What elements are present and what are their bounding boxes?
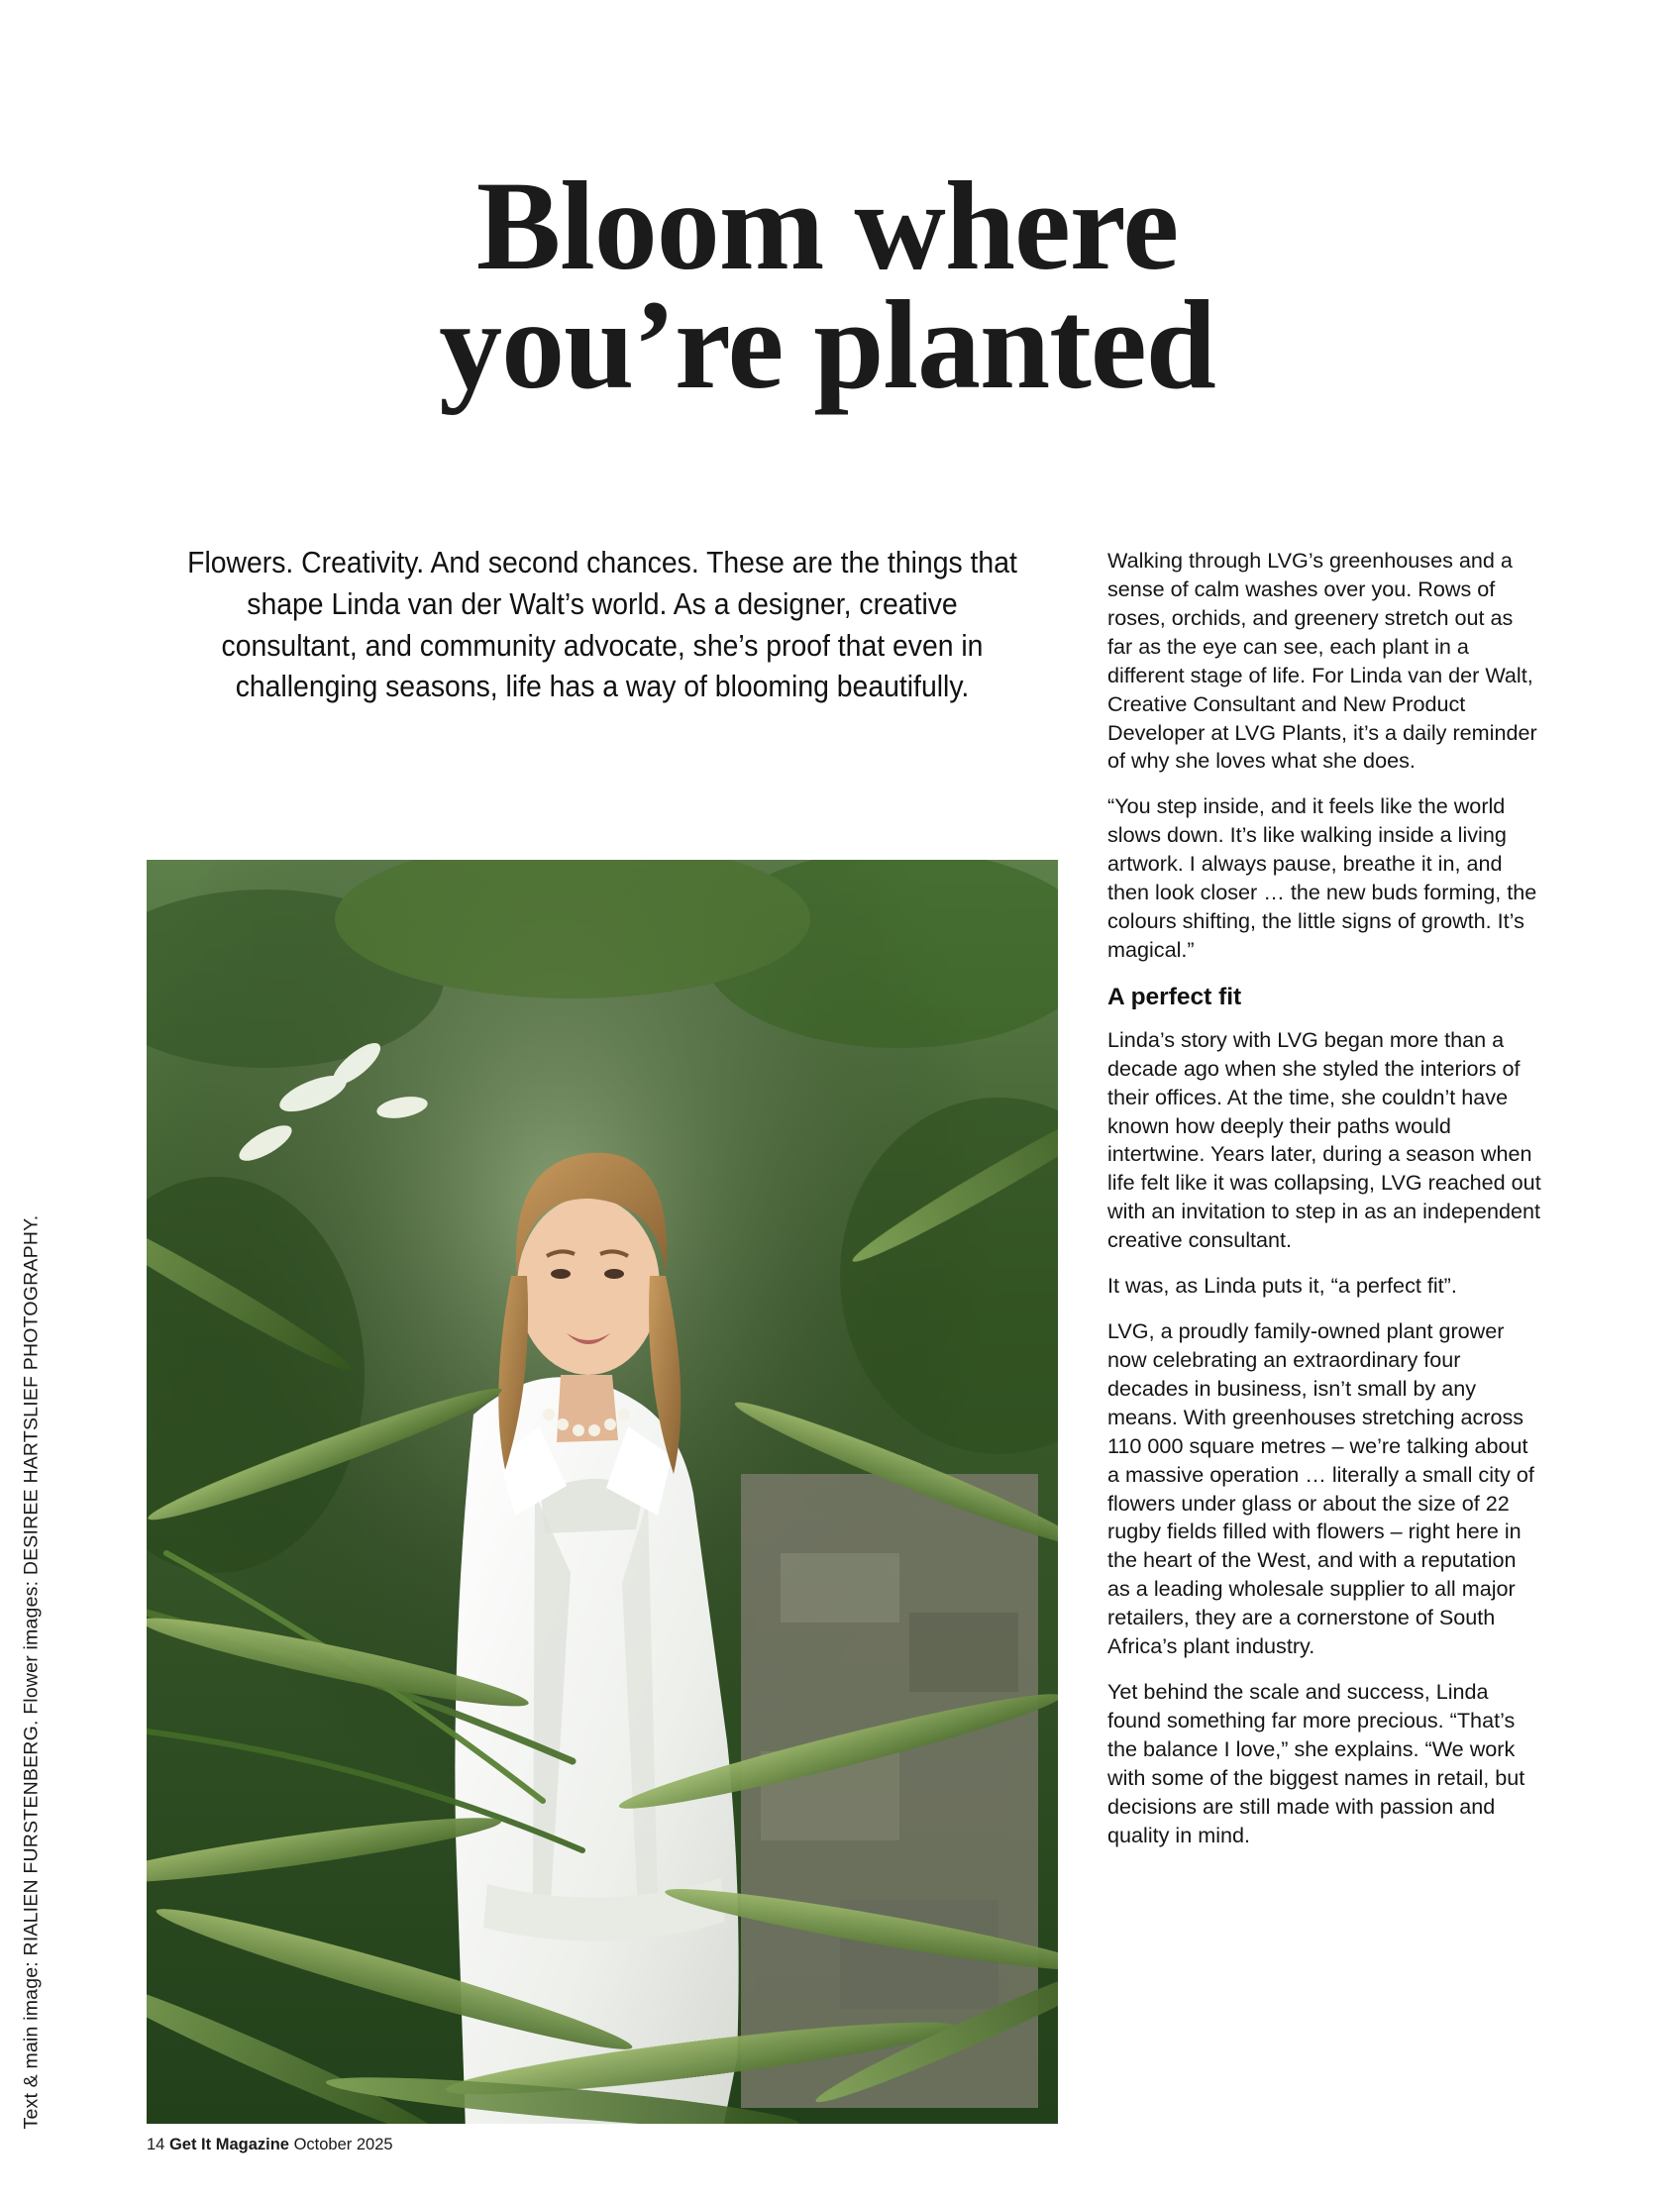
footer-page-number: 14 xyxy=(147,2136,165,2153)
body-paragraph: LVG, a proudly family-owned plant grower now celebrating an extraordinary four decades in business, isn’t small by any means. With greenhouses stretching across 110 000 square metres – we’re talking about a massive operation … literally a small city of flowers under glass or about the size of 22 rugby fields filled with flowers – right here in the heart of the West, and with a reputation as a leading wholesale supplier to all major retailers, they are a cornerstone of South Africa’s plant industry. xyxy=(1107,1318,1534,1659)
body-paragraph: It was, as Linda puts it, “a perfect fit”. xyxy=(1107,1273,1457,1299)
headline-line-2: you’re planted xyxy=(439,274,1215,416)
body-paragraph: Linda’s story with LVG began more than a decade ago when she styled the interiors of their offices. At the time, she couldn’t have known how deeply their paths would intertwine. Years later, during a season when life felt like it was collapsing, LVG reached out with an invitation to step in as an independent creative consultant. xyxy=(1107,1026,1541,1253)
footer-issue: October 2025 xyxy=(293,2136,393,2153)
page-title xyxy=(297,156,1357,416)
headline-line-1: Bloom where xyxy=(475,156,1179,296)
section-subheading: A perfect fit xyxy=(1107,983,1242,1010)
body-paragraph: Yet behind the scale and success, Linda found something far more precious. “That’s the balance I love,” she explains. “We work with some of the biggest names in retail, but decisions are still made with passion and quality in mind. xyxy=(1107,1679,1525,1847)
main-photo xyxy=(147,860,1058,2124)
photo-credit: Text & main image: RIALIEN FURSTENBERG. Flower images: DESIREE HARTSLIEF PHOTOGRAPHY. xyxy=(20,1214,43,2130)
body-paragraph: Walking through LVG’s greenhouses and a sense of calm washes over you. Rows of roses, orchids, and greenery stretch out as far as the eye can see, each plant in a different stage of life. For Linda van der Walt, Creative Consultant and New Product Developer at LVG Plants, it’s a daily reminder of why she loves what she does. xyxy=(1107,548,1537,774)
footer-publication: Get It Magazine xyxy=(168,2136,289,2153)
body-column xyxy=(1107,547,1541,1867)
page-footer xyxy=(147,2136,393,2154)
body-paragraph: “You step inside, and it feels like the world slows down. It’s like walking inside a living artwork. I always pause, breathe it in, and then look closer … the new buds forming, the colours shifting, the little signs of growth. It’s magical.” xyxy=(1107,793,1537,962)
standfirst: Flowers. Creativity. And second chances. These are the things that shape Linda van der Walt’s world. As a designer, creative consultant, and community advocate, she’s proof that even in challenging seasons, life has a way of blooming beautifully. xyxy=(187,546,1017,704)
